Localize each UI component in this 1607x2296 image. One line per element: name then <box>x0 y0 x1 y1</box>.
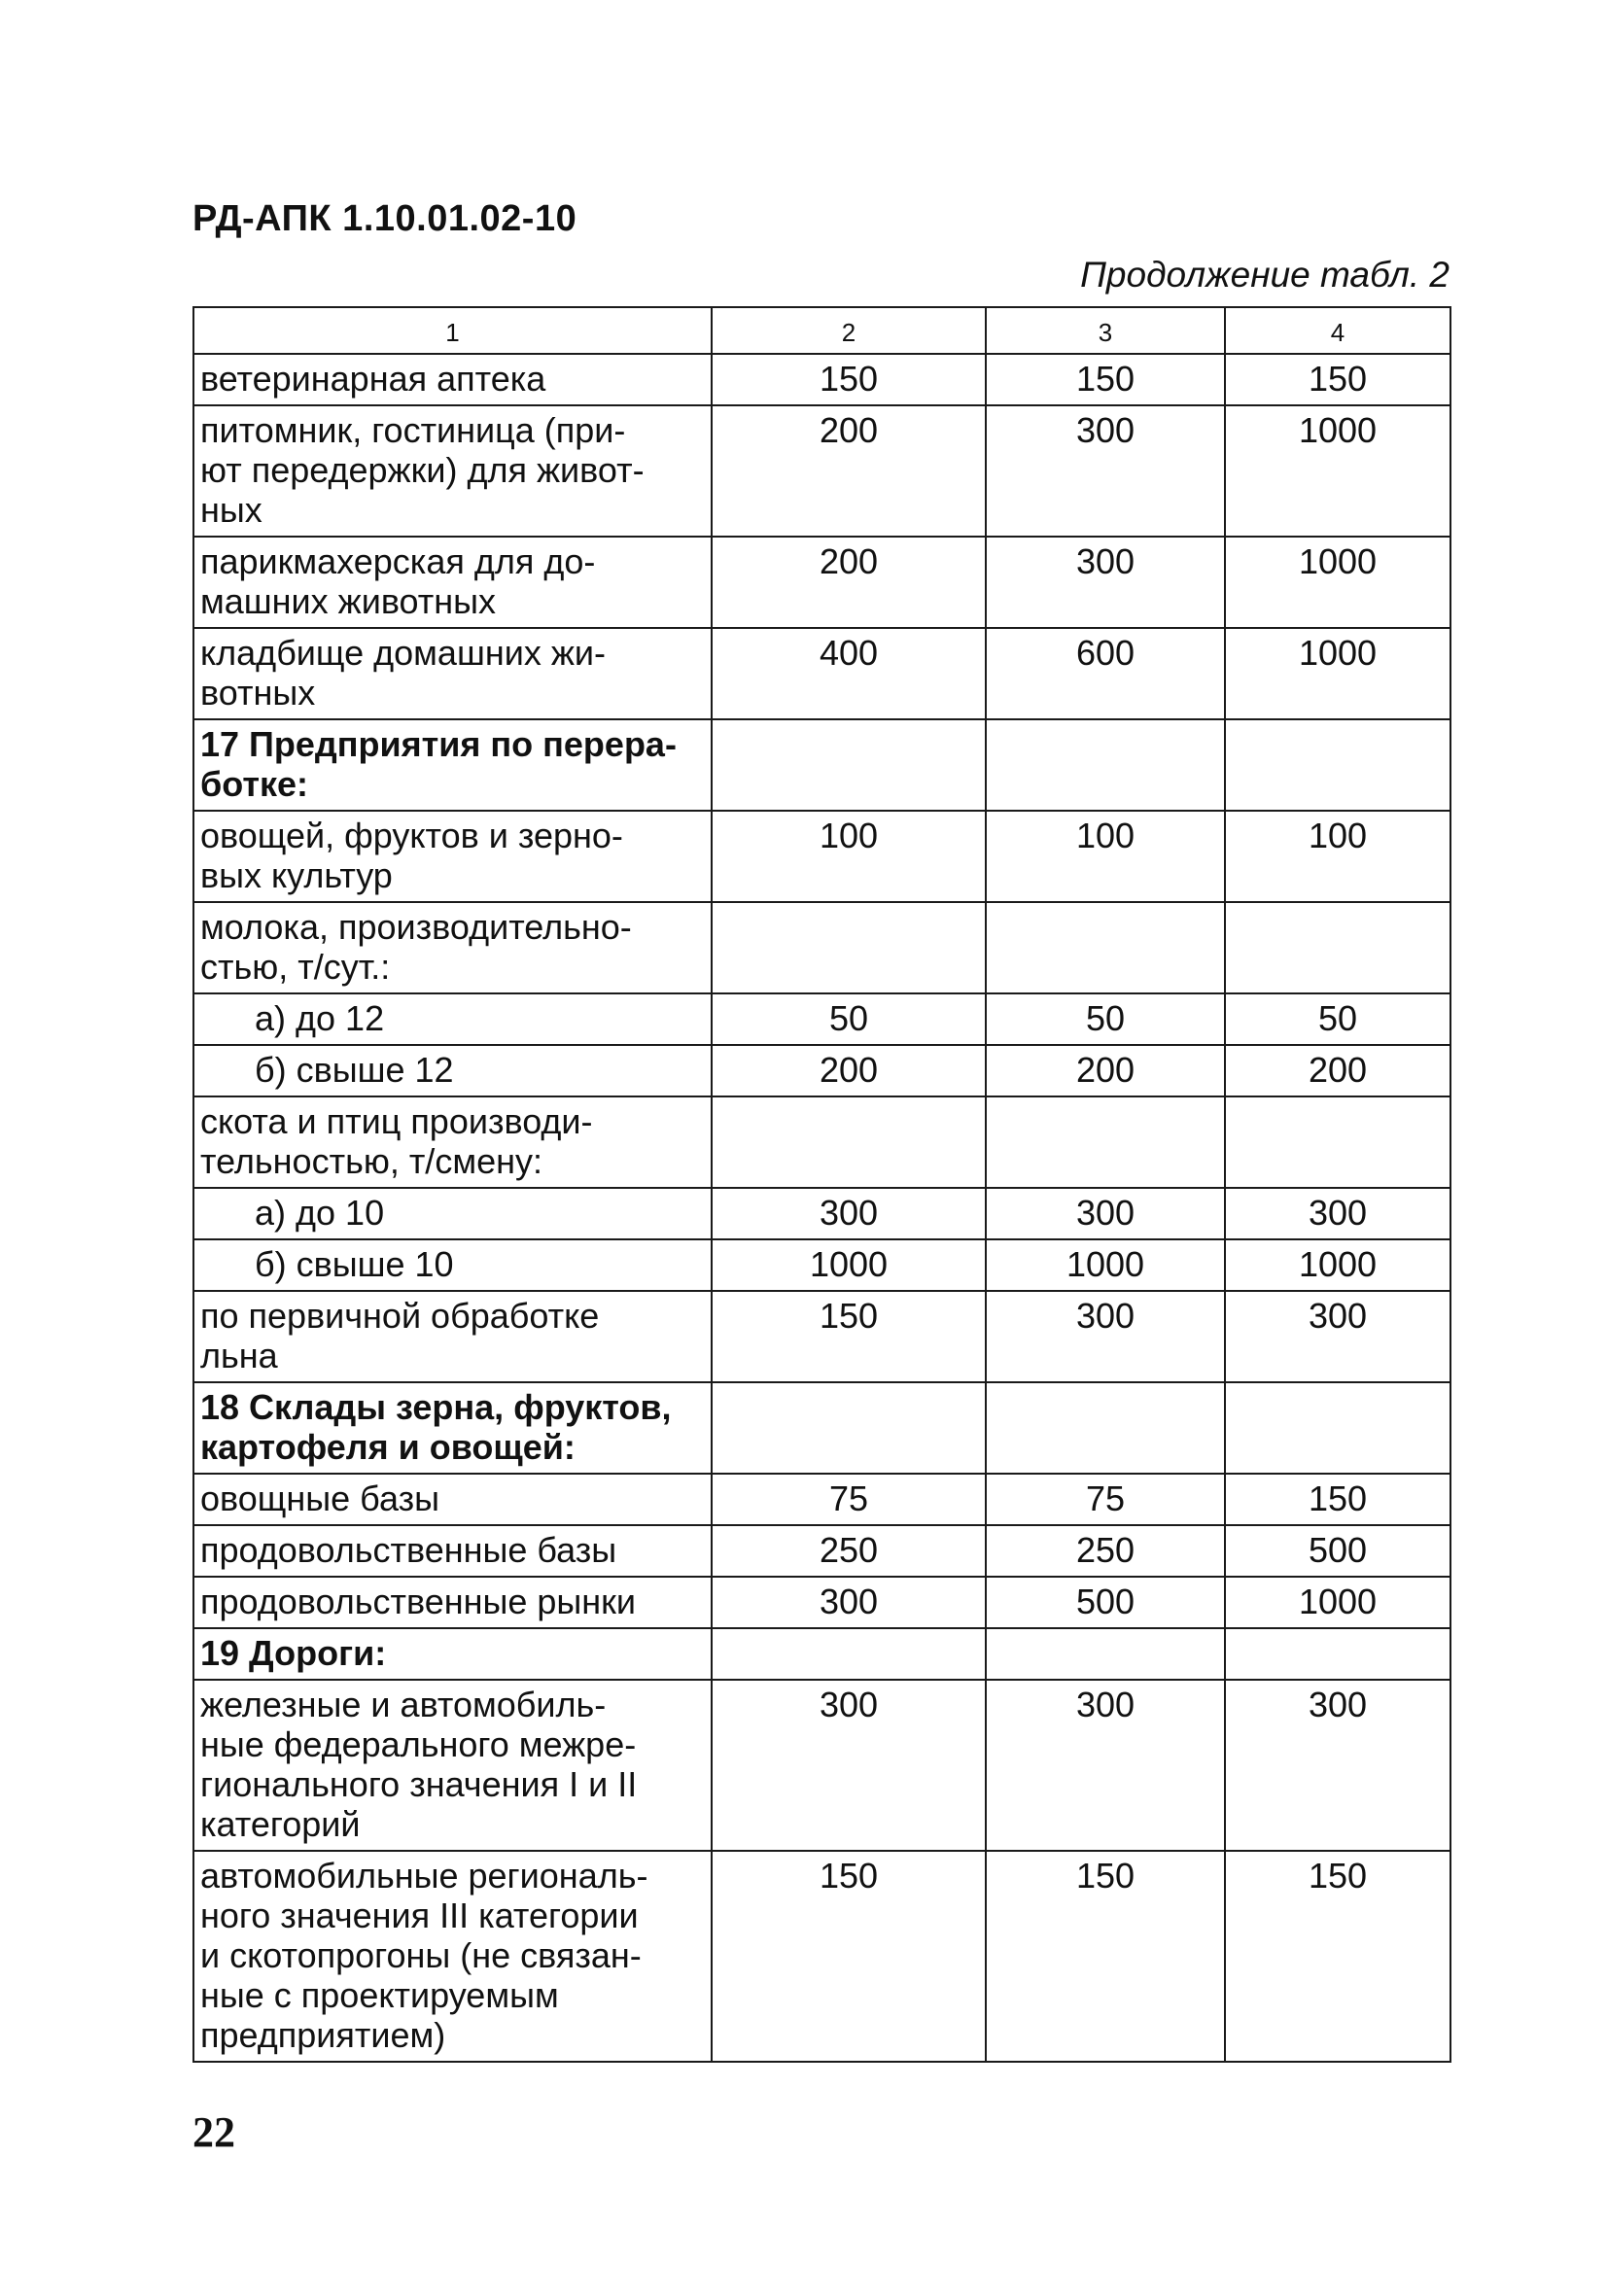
table-header-row <box>193 307 1450 354</box>
section-title: 17 Предприятия по перера- ботке: <box>193 719 712 811</box>
value-cell: 300 <box>986 1291 1225 1382</box>
value-cell: 300 <box>712 1188 986 1239</box>
value-cell: 300 <box>986 537 1225 628</box>
value-cell: 300 <box>986 1680 1225 1851</box>
table-row <box>193 537 1450 628</box>
page-number: 22 <box>192 2108 235 2156</box>
table-row <box>193 1239 1450 1291</box>
value-cell: 150 <box>1225 1851 1450 2062</box>
value-cell: 1000 <box>1225 537 1450 628</box>
value-cell: 200 <box>712 537 986 628</box>
row-label: овощные базы <box>193 1474 712 1525</box>
row-label: парикмахерская для до- машних животных <box>193 537 712 628</box>
value-cell: 600 <box>986 628 1225 719</box>
value-cell <box>712 1096 986 1188</box>
value-cell: 300 <box>1225 1680 1450 1851</box>
value-cell: 300 <box>712 1680 986 1851</box>
value-cell <box>1225 1382 1450 1474</box>
table-section-row <box>193 1628 1450 1680</box>
value-cell: 150 <box>986 1851 1225 2062</box>
value-cell <box>1225 719 1450 811</box>
value-cell <box>1225 902 1450 993</box>
value-cell: 50 <box>1225 993 1450 1045</box>
table-row <box>193 1291 1450 1382</box>
value-cell: 1000 <box>1225 1577 1450 1628</box>
value-cell: 300 <box>986 1188 1225 1239</box>
value-cell: 300 <box>1225 1188 1450 1239</box>
value-cell: 50 <box>712 993 986 1045</box>
table-row <box>193 1577 1450 1628</box>
value-cell <box>712 1628 986 1680</box>
value-cell <box>986 902 1225 993</box>
row-label: а) до 10 <box>193 1188 712 1239</box>
value-cell <box>986 1628 1225 1680</box>
value-cell: 500 <box>1225 1525 1450 1577</box>
value-cell: 250 <box>986 1525 1225 1577</box>
row-label: а) до 12 <box>193 993 712 1045</box>
table-row <box>193 811 1450 902</box>
row-label: б) свыше 10 <box>193 1239 712 1291</box>
table-section-row <box>193 1382 1450 1474</box>
section-title: 18 Склады зерна, фруктов, картофеля и овощей: <box>193 1382 712 1474</box>
value-cell: 150 <box>712 1851 986 2062</box>
row-label: скота и птиц производи- тельностью, т/смену: <box>193 1096 712 1188</box>
column-header: 1 <box>193 307 712 354</box>
value-cell: 150 <box>1225 1474 1450 1525</box>
column-header: 2 <box>712 307 986 354</box>
value-cell: 100 <box>1225 811 1450 902</box>
table-row <box>193 993 1450 1045</box>
table-row <box>193 628 1450 719</box>
value-cell: 400 <box>712 628 986 719</box>
value-cell: 100 <box>712 811 986 902</box>
value-cell: 75 <box>986 1474 1225 1525</box>
row-label: б) свыше 12 <box>193 1045 712 1096</box>
row-label: кладбище домашних жи- вотных <box>193 628 712 719</box>
value-cell: 1000 <box>712 1239 986 1291</box>
table-row <box>193 1188 1450 1239</box>
table-row <box>193 1680 1450 1851</box>
value-cell <box>986 719 1225 811</box>
value-cell <box>1225 1096 1450 1188</box>
value-cell: 150 <box>986 354 1225 405</box>
row-label: овощей, фруктов и зерно- вых культур <box>193 811 712 902</box>
row-label: молока, производительно- стью, т/сут.: <box>193 902 712 993</box>
table-row <box>193 354 1450 405</box>
row-label: автомобильные региональ- ного значения III категории и скотопрогоны (не связан- ные с проектируемым предприятием) <box>193 1851 712 2062</box>
value-cell: 200 <box>712 1045 986 1096</box>
value-cell: 1000 <box>1225 405 1450 537</box>
value-cell: 200 <box>712 405 986 537</box>
row-label: железные и автомобиль- ные федерального межре- гионального значения I и II категорий <box>193 1680 712 1851</box>
table-row <box>193 1045 1450 1096</box>
value-cell: 100 <box>986 811 1225 902</box>
distance-table <box>192 306 1451 2063</box>
table-row <box>193 1474 1450 1525</box>
row-label: ветеринарная аптека <box>193 354 712 405</box>
value-cell: 150 <box>712 354 986 405</box>
section-title: 19 Дороги: <box>193 1628 712 1680</box>
value-cell <box>986 1382 1225 1474</box>
table-continuation-label: Продолжение табл. 2 <box>1080 255 1450 295</box>
value-cell: 150 <box>712 1291 986 1382</box>
document-code: РД-АПК 1.10.01.02-10 <box>192 198 577 239</box>
column-header: 3 <box>986 307 1225 354</box>
column-header: 4 <box>1225 307 1450 354</box>
value-cell: 1000 <box>1225 628 1450 719</box>
value-cell: 50 <box>986 993 1225 1045</box>
value-cell: 300 <box>712 1577 986 1628</box>
row-label: по первичной обработке льна <box>193 1291 712 1382</box>
value-cell <box>1225 1628 1450 1680</box>
value-cell <box>712 1382 986 1474</box>
value-cell: 150 <box>1225 354 1450 405</box>
value-cell: 1000 <box>986 1239 1225 1291</box>
row-label: питомник, гостиница (при- ют передержки) для живот- ных <box>193 405 712 537</box>
table-section-row <box>193 719 1450 811</box>
value-cell <box>986 1096 1225 1188</box>
value-cell: 75 <box>712 1474 986 1525</box>
table-row <box>193 1851 1450 2062</box>
value-cell: 500 <box>986 1577 1225 1628</box>
table-body <box>193 354 1450 2062</box>
value-cell: 300 <box>1225 1291 1450 1382</box>
table-row <box>193 1096 1450 1188</box>
row-label: продовольственные рынки <box>193 1577 712 1628</box>
value-cell: 1000 <box>1225 1239 1450 1291</box>
value-cell: 200 <box>1225 1045 1450 1096</box>
value-cell: 250 <box>712 1525 986 1577</box>
table-row <box>193 902 1450 993</box>
value-cell: 300 <box>986 405 1225 537</box>
table-row <box>193 405 1450 537</box>
value-cell <box>712 902 986 993</box>
row-label: продовольственные базы <box>193 1525 712 1577</box>
value-cell <box>712 719 986 811</box>
value-cell: 200 <box>986 1045 1225 1096</box>
table-row <box>193 1525 1450 1577</box>
